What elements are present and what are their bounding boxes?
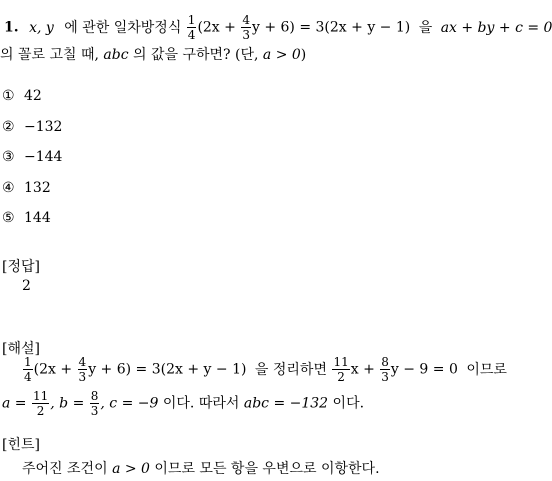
explanation-text-3: 이다. 따라서 xyxy=(162,395,240,412)
explanation-text-2: 이므로 xyxy=(466,361,507,378)
question-number: 1. xyxy=(4,19,19,36)
question-text-1: 에 관한 일차방정식 xyxy=(64,19,182,36)
explanation-fraction-1: $\frac{1}{4}$ xyxy=(24,355,32,384)
explanation-eq-3: x + xyxy=(350,361,375,378)
explanation-a-fraction: $\frac{11}{2}$ xyxy=(32,389,49,418)
explanation-fraction-2: $\frac{4}{3}$ xyxy=(78,355,87,384)
explanation-c: , c = −9 xyxy=(100,395,159,412)
question-eq-part-2: y + 6) = 3(2x + y − 1) xyxy=(251,19,411,36)
choice-mark: ① xyxy=(2,88,15,104)
question-line-2-tail: 의 값을 구하면? (단, xyxy=(133,47,259,63)
choice-4[interactable] xyxy=(2,180,51,196)
explanation-b-fraction: $\frac{8}{3}$ xyxy=(90,389,99,418)
choice-mark: ⑤ xyxy=(2,210,15,226)
explanation-text-1: 을 정리하면 xyxy=(254,361,327,378)
question-fraction-2: $\frac{4}{3}$ xyxy=(242,13,250,42)
choice-3[interactable] xyxy=(2,149,62,165)
choice-value: 132 xyxy=(24,180,51,196)
question-fraction-1: $\frac{1}{4}$ xyxy=(187,13,196,42)
explanation-eq-1: (2x + xyxy=(33,361,73,378)
question-line-2 xyxy=(0,44,306,64)
choice-2[interactable] xyxy=(2,119,62,135)
question-vars: x, y xyxy=(29,19,54,36)
explanation-line-2 xyxy=(2,390,364,417)
choice-value: 42 xyxy=(24,88,42,104)
explanation-label: [해설] xyxy=(2,341,40,357)
answer-label: [정답] xyxy=(2,259,40,275)
answer-value: 2 xyxy=(22,278,31,294)
choice-1[interactable] xyxy=(2,88,42,104)
explanation-line-1 xyxy=(22,356,507,383)
explanation-a: a = xyxy=(2,395,27,412)
explanation-b: , b = xyxy=(50,395,85,412)
question-abc: abc xyxy=(103,47,129,63)
hint-condition: a > 0 xyxy=(112,461,150,477)
question-eq-target: ax + by + c = 0 xyxy=(440,19,552,36)
question-close-paren: ) xyxy=(300,47,307,63)
choice-value: −144 xyxy=(24,149,63,165)
question-text-2: 을 xyxy=(418,19,433,36)
explanation-result: abc = −132 xyxy=(243,395,329,412)
hint-line xyxy=(22,458,380,478)
hint-label: [힌트] xyxy=(2,437,40,453)
hint-text-2: 이므로 모든 항을 우변으로 이항한다. xyxy=(154,461,380,477)
choice-value: 144 xyxy=(24,210,51,226)
choice-mark: ③ xyxy=(2,149,15,165)
choice-mark: ④ xyxy=(2,180,15,196)
choice-5[interactable] xyxy=(2,210,51,226)
question-line-2-text: 의 꼴로 고칠 때, xyxy=(0,47,99,63)
explanation-eq-2: y + 6) = 3(2x + y − 1) xyxy=(88,361,247,378)
explanation-fraction-4: $\frac{8}{3}$ xyxy=(381,355,389,384)
hint-text-1: 주어진 조건이 xyxy=(22,461,108,477)
explanation-fraction-3: $\frac{11}{2}$ xyxy=(333,355,349,384)
question-condition: a > 0 xyxy=(262,47,301,63)
explanation-eq-4: y − 9 = 0 xyxy=(390,361,458,378)
question-line-1 xyxy=(4,14,552,41)
choice-mark: ② xyxy=(2,119,15,135)
explanation-text-4: 이다. xyxy=(332,395,365,412)
choice-value: −132 xyxy=(24,119,63,135)
question-eq-part-1: (2x + xyxy=(197,19,236,36)
